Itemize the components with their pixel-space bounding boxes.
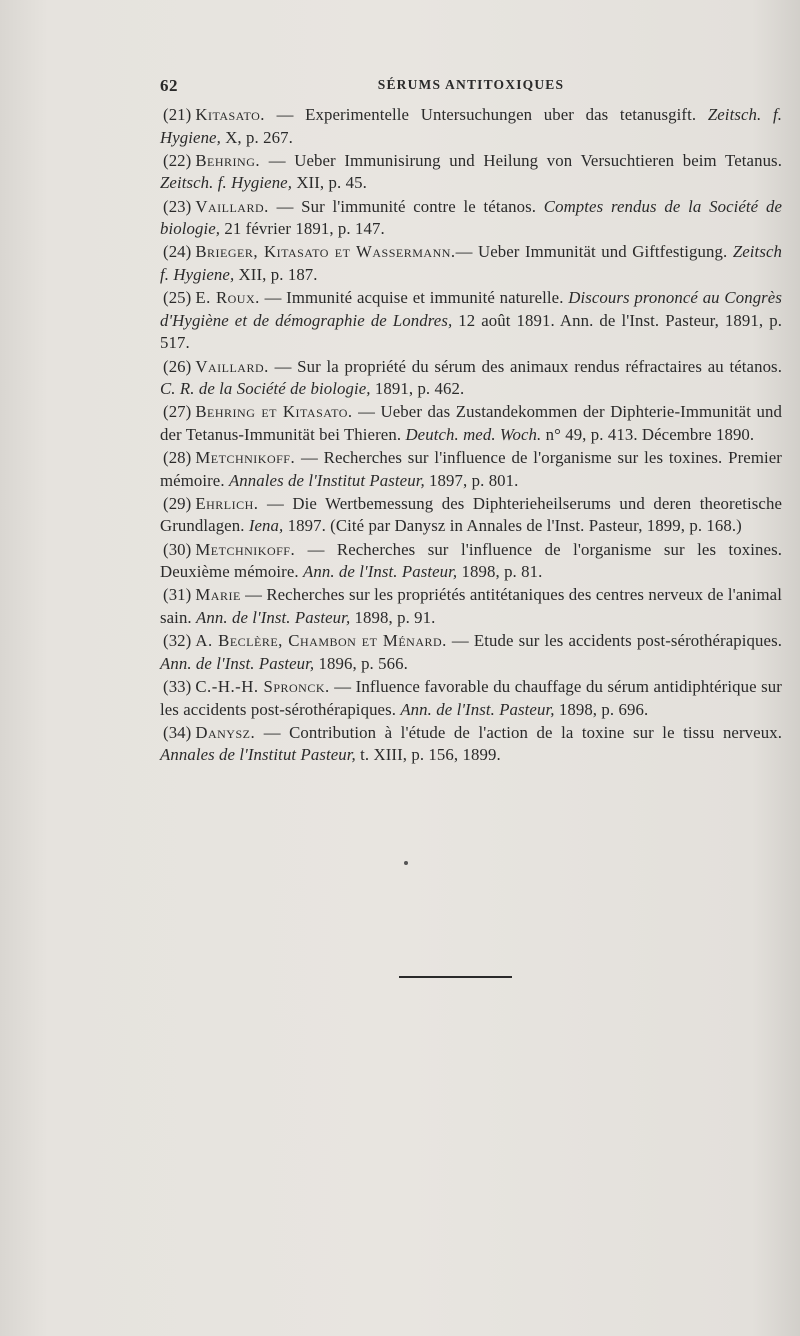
reference-details: n° 49, p. 413. Décembre 1890. [541,424,755,444]
reference-details: 1898, p. 91. [350,608,436,627]
reference-item [160,722,782,767]
reference-text: — Recherches sur l'influence de l'organisme sur les toxines. Premier mémoire. [160,448,782,490]
reference-details: 1898, p. 696. [554,699,649,719]
reference-text: — Sur l'immunité contre le tétanos. [268,196,544,216]
reference-item [160,104,782,149]
reference-details: 21 février 1891, p. 147. [220,219,385,239]
reference-source: Ann. de l'Inst. Pasteur, [400,699,555,719]
reference-source: Annales de l'Institut Pasteur, [228,470,425,490]
reference-source: Zeitsch. f. Hygiene, [160,105,783,147]
reference-text: — Ueber Immunisirung und Heilung von Versuchtieren beim Tetanus. [260,150,782,170]
reference-source: Comptes rendus de la Société de biologie, [160,196,782,239]
end-rule [399,976,512,978]
reference-text: — Die Wertbemessung des Diphterieheilserums und deren theoretische Grundlagen. [160,493,782,536]
running-title: SÉRUMS ANTITOXIQUES [377,77,565,92]
reference-details: 1897. (Cité par Danysz in Annales de l'Inst. Pasteur, 1899, p. 168.) [283,516,742,536]
page-header [160,76,782,98]
reference-item [160,539,782,584]
page-number: 62 [160,76,178,95]
reference-author: Vaillard. [195,196,269,216]
reference-text: — Contribution à l'étude de l'action de la toxine sur le tissu nerveux. [255,722,782,742]
reference-item [160,584,782,629]
reference-item [160,630,782,675]
reference-author: Metchnikoff. [195,539,296,559]
reference-author: Behring et Kitasato. [195,402,353,422]
reference-details: 1891, p. 462. [370,379,465,399]
reference-author: Brieger, Kitasato et Wassermann. [195,242,456,262]
reference-number: (22) [163,150,192,170]
reference-author: Danysz. [195,722,256,742]
reference-number: (27) [163,402,192,422]
reference-source: Zeitsch f. Hygiene, [160,242,782,284]
reference-text: — Immunité acquise et immunité naturelle. [259,288,569,308]
reference-source: Ann. de l'Inst. Pasteur, [196,608,351,627]
reference-source: Ann. de l'Inst. Pasteur, [303,562,458,582]
reference-author: Kitasato. [195,105,265,124]
reference-source: C. R. de la Société de biologie, [160,379,371,399]
reference-number: (33) [163,676,192,696]
reference-number: (24) [163,242,192,262]
reference-item [160,356,782,401]
reference-number: (34) [163,722,192,742]
reference-item [160,241,782,286]
reference-author: Vaillard. [195,356,269,376]
reference-item [160,493,782,538]
reference-number: (25) [163,288,192,308]
reference-source: Discours prononcé au Congrès d'Hygiène et de démographie de Londres, [160,288,782,330]
reference-item [160,150,782,195]
reference-text: — Sur la propriété du sérum des animaux rendus réfractaires au tétanos. [268,356,782,376]
reference-number: (32) [163,631,192,651]
reference-source: Ann. de l'Inst. Pasteur, [160,653,315,673]
reference-details: 12 août 1891. Ann. de l'Inst. Pasteur, 1891, p. 517. [160,310,782,353]
reference-number: (30) [163,539,192,559]
reference-source: Deutch. med. Woch. [405,424,542,444]
reference-author: E. Roux. [195,288,260,308]
reference-item [160,447,782,492]
reference-details: t. XIII, p. 156, 1899. [355,745,501,765]
reference-author: Ehrlich. [195,493,259,513]
reference-text: — Experimentelle Untersuchungen uber das tetanusgift. [265,105,708,124]
reference-item [160,287,782,355]
reference-text: — Recherches sur les propriétés antitétaniques des centres nerveux de l'animal sain. [160,585,782,627]
reference-text: — Ueber Immunität und Giftfestigung. [455,242,733,262]
reference-author: Behring. [195,150,261,170]
reference-source: Iena, [248,516,284,536]
reference-details: XII, p. 187. [234,264,318,284]
reference-number: (31) [163,585,192,605]
reference-text: — Ueber das Zustandekommen der Diphterie-Immunität und der Tetanus-Immunität bei Thieren. [160,402,782,444]
reference-text: — Influence favorable du chauffage du sérum antidiphtérique sur les accidents post-sérothérapiques. [160,676,782,719]
reference-text: — Etude sur les accidents post-sérothérapiques. [446,631,783,651]
reference-author: Metchnikoff. [195,448,296,468]
reference-source: Zeitsch. f. Hygiene, [160,173,293,193]
reference-item [160,676,782,721]
reference-author: C.-H.-H. Spronck. [195,676,330,696]
reference-number: (28) [163,448,192,468]
reference-list [160,104,782,768]
reference-author: Marie [195,585,241,605]
reference-text: — Recherches sur l'influence de l'organisme sur les toxines. Deuxième mémoire. [160,539,782,582]
reference-source: Annales de l'Institut Pasteur, [160,745,356,765]
reference-number: (23) [163,196,192,216]
reference-item [160,401,782,446]
reference-author: A. Beclère, Chambon et Ménard. [195,631,447,651]
reference-details: 1897, p. 801. [424,470,519,490]
reference-number: (26) [163,356,192,376]
ink-speck [404,861,408,865]
reference-details: X, p. 267. [220,127,293,147]
reference-details: 1898, p. 81. [457,562,543,582]
reference-number: (21) [163,105,192,124]
reference-details: XII, p. 45. [292,173,367,193]
reference-details: 1896, p. 566. [314,653,408,673]
reference-number: (29) [163,493,192,513]
reference-item [160,196,782,241]
